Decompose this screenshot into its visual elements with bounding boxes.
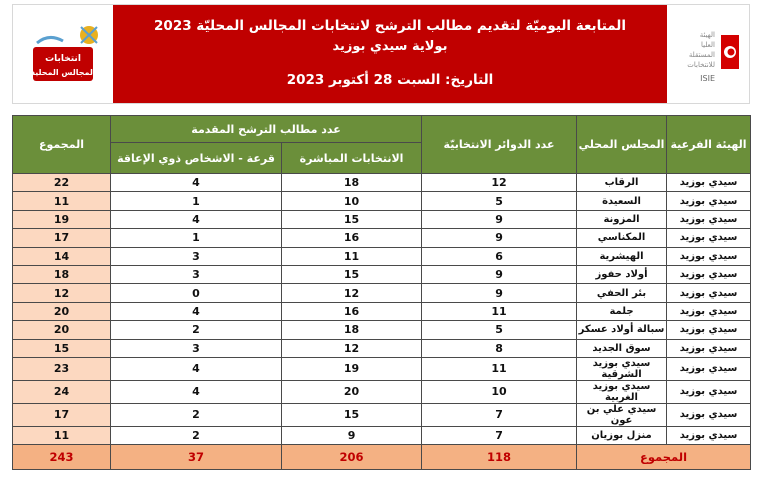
cell-council: المزونة — [577, 210, 667, 228]
cell-council: الهيشرية — [577, 247, 667, 265]
cell-districts: 5 — [422, 192, 577, 210]
cell-total: 20 — [13, 302, 111, 320]
totals-direct: 206 — [282, 445, 422, 470]
cell-districts: 5 — [422, 321, 577, 339]
banner-title: المتابعة اليوميّة لتقديم مطالب الترشح لانتخابات المجالس المحليّة 2023 — [154, 18, 626, 34]
cell-districts: 9 — [422, 210, 577, 228]
right-logo-line4: للانتخابات — [687, 61, 715, 69]
cell-districts: 7 — [422, 403, 577, 426]
cell-council: سيدي علي بن عون — [577, 403, 667, 426]
right-logo-abbr: ISIE — [700, 74, 715, 83]
left-logo-line2: المجالس المحلية — [30, 68, 96, 77]
table-row — [13, 339, 751, 357]
cell-lottery: 2 — [111, 403, 282, 426]
totals-lottery: 37 — [111, 445, 282, 470]
cell-council: المكناسي — [577, 229, 667, 247]
header-applications: عدد مطالب الترشح المقدمة — [111, 116, 422, 143]
cell-branch: سيدي بوزيد — [667, 210, 751, 228]
cell-direct: 11 — [282, 247, 422, 265]
cell-districts: 11 — [422, 357, 577, 380]
cell-council: جلمة — [577, 302, 667, 320]
cell-lottery: 3 — [111, 247, 282, 265]
header-council: المجلس المحلي — [577, 116, 667, 174]
cell-lottery: 4 — [111, 302, 282, 320]
cell-total: 11 — [13, 192, 111, 210]
cell-branch: سيدي بوزيد — [667, 229, 751, 247]
right-logo-line1: الهيئة — [699, 31, 715, 39]
cell-branch: سيدي بوزيد — [667, 357, 751, 380]
header-branch: الهيئة الفرعية — [667, 116, 751, 174]
cell-districts: 8 — [422, 339, 577, 357]
cell-lottery: 4 — [111, 357, 282, 380]
cell-direct: 9 — [282, 426, 422, 444]
table-row — [13, 174, 751, 192]
cell-direct: 15 — [282, 265, 422, 283]
cell-total: 22 — [13, 174, 111, 192]
table-row — [13, 265, 751, 283]
cell-lottery: 1 — [111, 192, 282, 210]
cell-lottery: 4 — [111, 174, 282, 192]
cell-branch: سيدي بوزيد — [667, 192, 751, 210]
cell-council: سيدي بوزيد الغربية — [577, 380, 667, 403]
local-elections-logo — [19, 13, 107, 97]
cell-lottery: 2 — [111, 321, 282, 339]
header-total: المجموع — [13, 116, 111, 174]
cell-council: منزل بوزيان — [577, 426, 667, 444]
cell-total: 14 — [13, 247, 111, 265]
cell-districts: 6 — [422, 247, 577, 265]
cell-lottery: 4 — [111, 380, 282, 403]
right-logo-line2: العليا — [700, 41, 715, 49]
cell-branch: سيدي بوزيد — [667, 403, 751, 426]
cell-direct: 16 — [282, 229, 422, 247]
cell-lottery: 0 — [111, 284, 282, 302]
right-logo-line3: المستقلة — [688, 51, 715, 59]
totals-row — [13, 445, 751, 470]
cell-direct: 15 — [282, 403, 422, 426]
totals-total: 243 — [13, 445, 111, 470]
cell-total: 18 — [13, 265, 111, 283]
cell-lottery: 4 — [111, 210, 282, 228]
cell-total: 24 — [13, 380, 111, 403]
banner-date: التاريخ: السبت 28 أكتوبر 2023 — [286, 72, 494, 88]
header-direct: الانتخابات المباشرة — [282, 143, 422, 174]
cell-lottery: 3 — [111, 339, 282, 357]
cell-total: 20 — [13, 321, 111, 339]
cell-total: 15 — [13, 339, 111, 357]
banner-subtitle: بولاية سيدي بوزيد — [332, 39, 448, 54]
table-row — [13, 357, 751, 380]
cell-districts: 9 — [422, 229, 577, 247]
cell-districts: 12 — [422, 174, 577, 192]
cell-total: 17 — [13, 229, 111, 247]
table-row — [13, 321, 751, 339]
cell-council: الرقاب — [577, 174, 667, 192]
cell-direct: 12 — [282, 284, 422, 302]
cell-branch: سيدي بوزيد — [667, 380, 751, 403]
cell-council: سبالة أولاد عسكر — [577, 321, 667, 339]
cell-districts: 10 — [422, 380, 577, 403]
cell-districts: 11 — [422, 302, 577, 320]
cell-direct: 18 — [282, 174, 422, 192]
totals-label: المجموع — [577, 445, 751, 470]
table-row — [13, 192, 751, 210]
table-row — [13, 247, 751, 265]
table-row — [13, 229, 751, 247]
cell-council: السعيدة — [577, 192, 667, 210]
cell-direct: 16 — [282, 302, 422, 320]
cell-districts: 7 — [422, 426, 577, 444]
cell-total: 11 — [13, 426, 111, 444]
cell-branch: سيدي بوزيد — [667, 426, 751, 444]
table-row — [13, 302, 751, 320]
cell-council: بئر الحفي — [577, 284, 667, 302]
table-row — [13, 426, 751, 444]
table-row — [13, 284, 751, 302]
cell-direct: 10 — [282, 192, 422, 210]
left-logo-line1: انتخابات — [45, 54, 81, 64]
table-row — [13, 403, 751, 426]
cell-branch: سيدي بوزيد — [667, 265, 751, 283]
candidacy-table — [12, 115, 751, 470]
cell-total: 19 — [13, 210, 111, 228]
cell-direct: 19 — [282, 357, 422, 380]
cell-direct: 12 — [282, 339, 422, 357]
cell-branch: سيدي بوزيد — [667, 284, 751, 302]
header-banner — [12, 4, 750, 104]
banner-title-block — [113, 5, 667, 103]
cell-districts: 9 — [422, 284, 577, 302]
table-row — [13, 210, 751, 228]
cell-branch: سيدي بوزيد — [667, 247, 751, 265]
table-body — [13, 174, 751, 445]
cell-council: سيدي بوزيد الشرقية — [577, 357, 667, 380]
cell-lottery: 2 — [111, 426, 282, 444]
cell-lottery: 3 — [111, 265, 282, 283]
cell-lottery: 1 — [111, 229, 282, 247]
cell-branch: سيدي بوزيد — [667, 321, 751, 339]
cell-direct: 15 — [282, 210, 422, 228]
cell-branch: سيدي بوزيد — [667, 302, 751, 320]
cell-total: 12 — [13, 284, 111, 302]
totals-districts: 118 — [422, 445, 577, 470]
cell-council: سوق الجديد — [577, 339, 667, 357]
cell-council: أولاد حفوز — [577, 265, 667, 283]
cell-branch: سيدي بوزيد — [667, 339, 751, 357]
cell-total: 23 — [13, 357, 111, 380]
cell-total: 17 — [13, 403, 111, 426]
header-districts: عدد الدوائر الانتخابيّة — [422, 116, 577, 174]
cell-direct: 18 — [282, 321, 422, 339]
table-row — [13, 380, 751, 403]
cell-branch: سيدي بوزيد — [667, 174, 751, 192]
cell-districts: 9 — [422, 265, 577, 283]
header-lottery: قرعة - الاشخاص ذوي الإعاقة — [111, 143, 282, 174]
cell-direct: 20 — [282, 380, 422, 403]
isie-logo — [663, 13, 743, 97]
